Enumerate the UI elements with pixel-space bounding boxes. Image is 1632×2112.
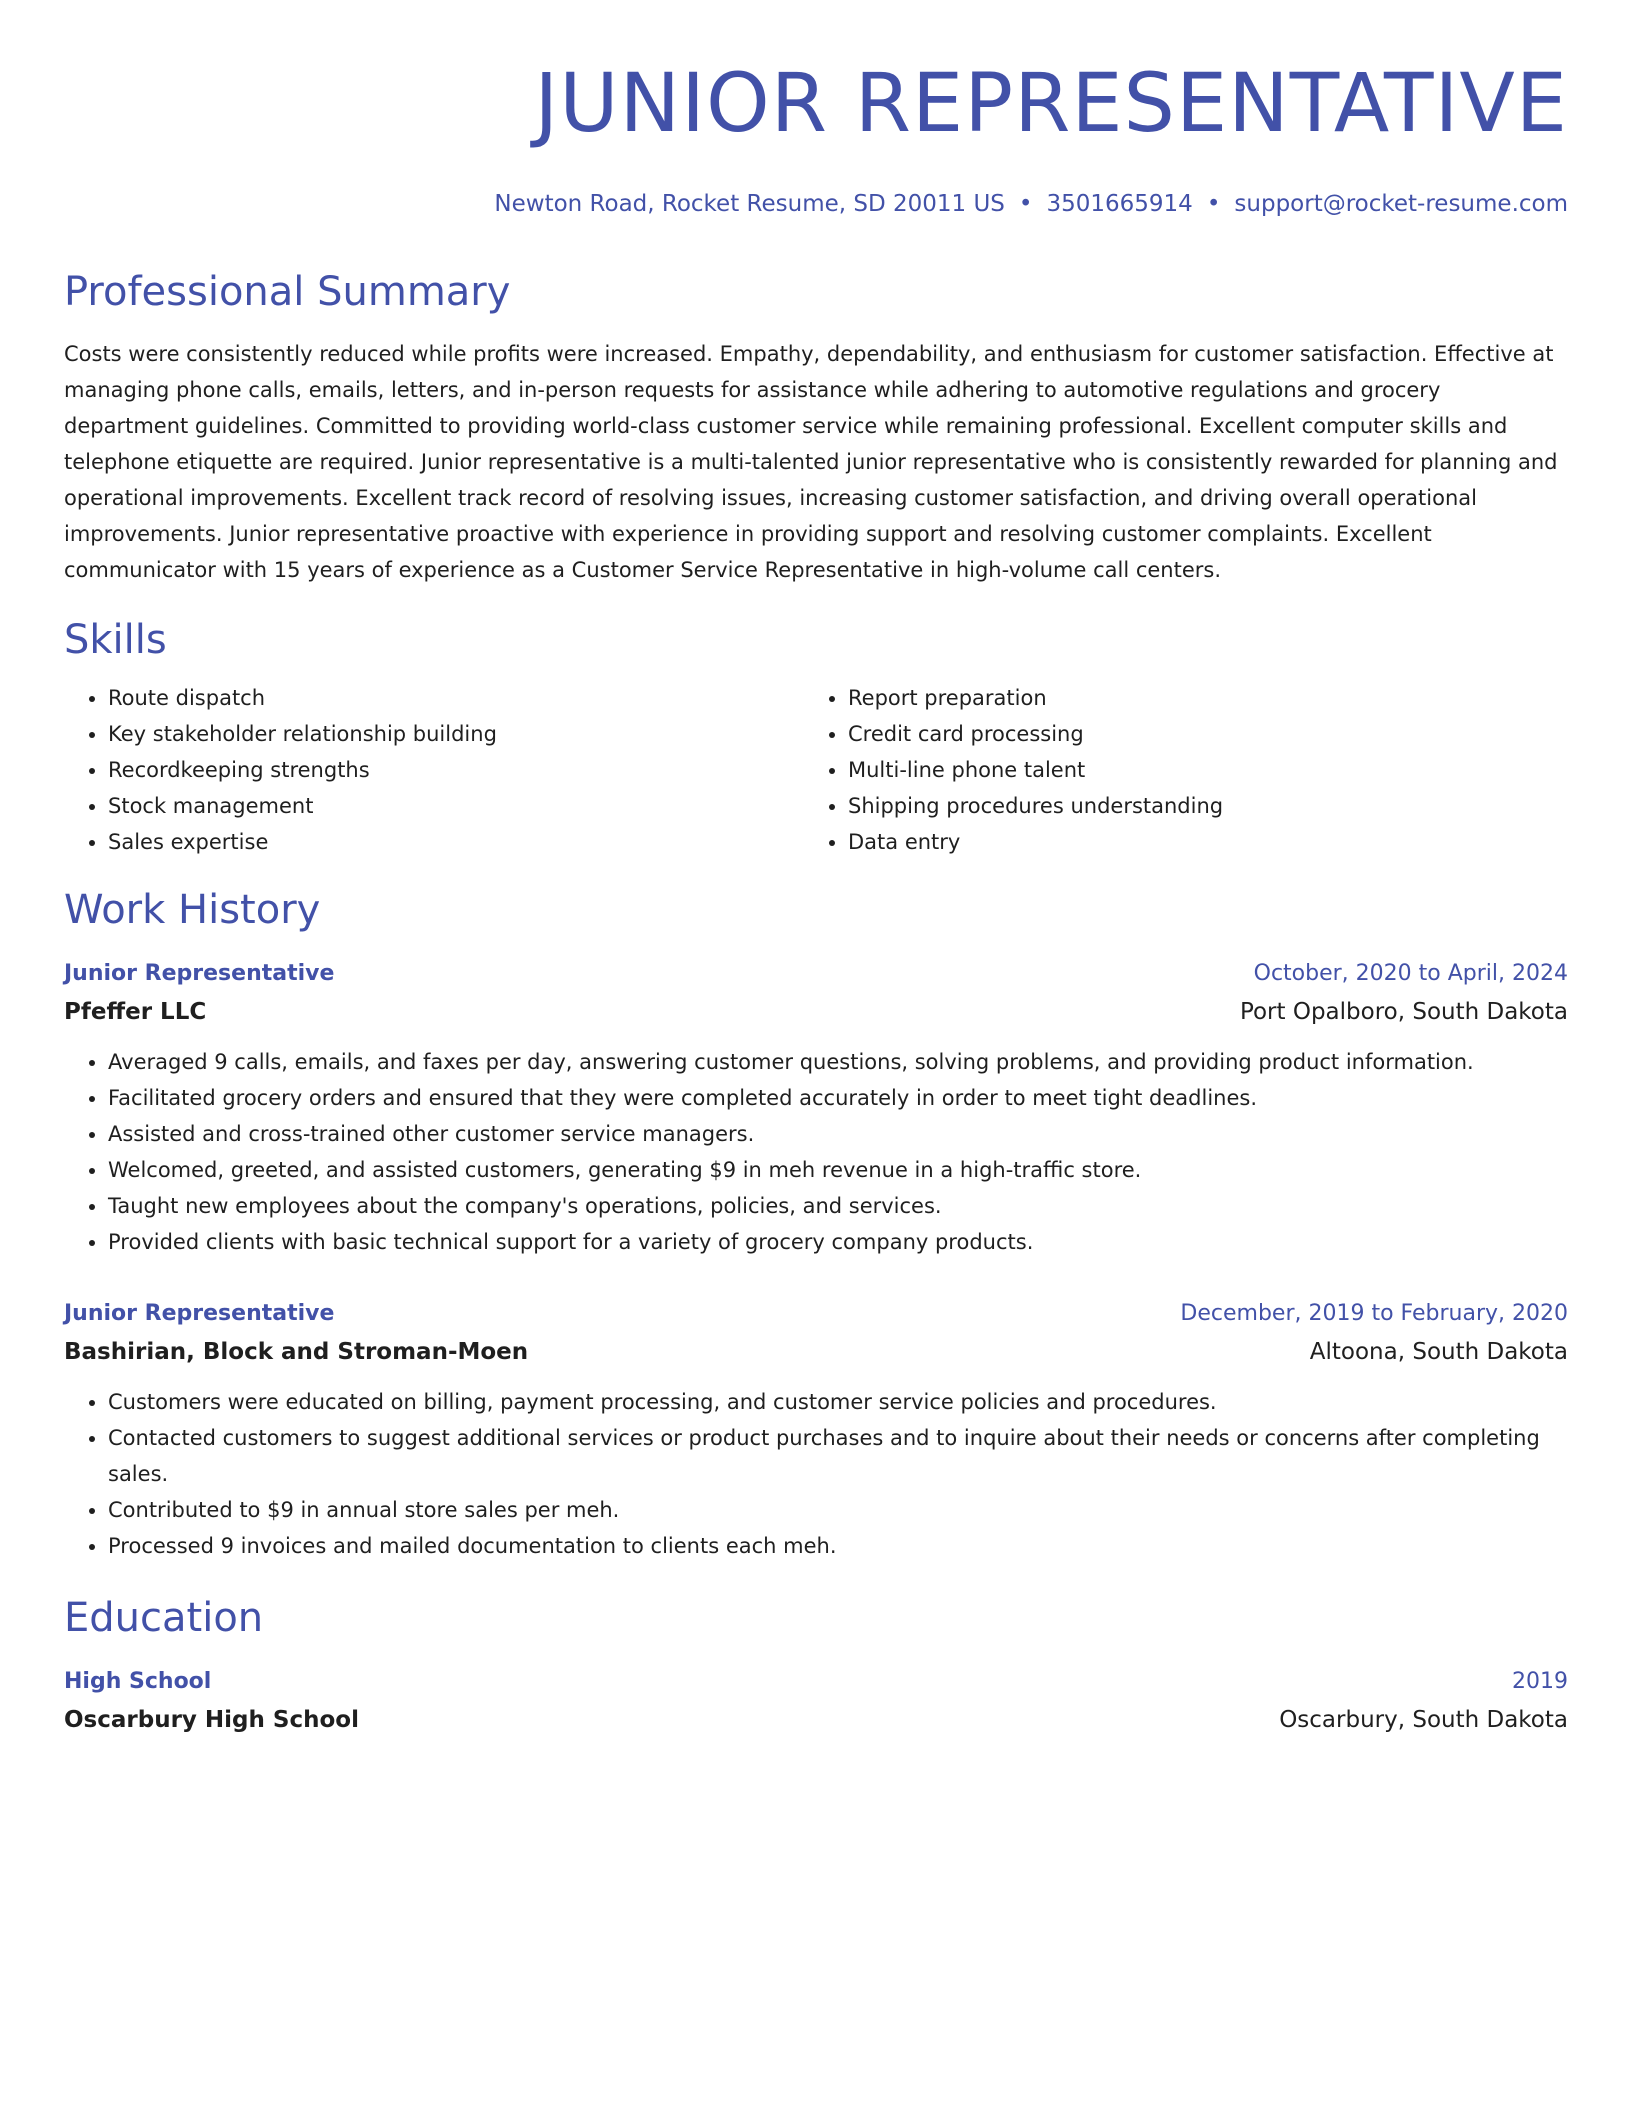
job-company: Bashirian, Block and Stroman-Moen	[64, 1339, 529, 1365]
duty-item: • Processed 9 invoices and mailed documentation to clients each meh.	[108, 1528, 1568, 1564]
education-heading: Education	[64, 1595, 264, 1641]
duty-item: • Contributed to $9 in annual store sales per meh.	[108, 1492, 1568, 1528]
job-duties	[64, 1384, 1568, 1564]
skills-heading: Skills	[64, 617, 167, 663]
skill-item: • Credit card processing	[848, 716, 1544, 752]
summary-heading: Professional Summary	[64, 269, 511, 315]
education-year: 2019	[1512, 1669, 1568, 1694]
duty-item: • Contacted customers to suggest additional services or product purchases and to inquire about their needs or concerns after completing sales.	[108, 1420, 1568, 1492]
duty-item: • Facilitated grocery orders and ensured that they were completed accurately in order to meet tight deadlines.	[108, 1080, 1568, 1116]
job-entry	[64, 956, 1568, 1260]
education-school-row	[64, 1700, 1568, 1740]
contact-separator: •	[1206, 191, 1221, 217]
education-school: Oscarbury High School	[64, 1707, 359, 1733]
skills-column-right	[804, 680, 1544, 860]
job-dates: December, 2019 to February, 2020	[1180, 1301, 1568, 1326]
duty-item: • Taught new employees about the company's operations, policies, and services.	[108, 1188, 1568, 1224]
contact-phone: 3501665914	[1046, 191, 1193, 217]
education-degree: High School	[64, 1669, 212, 1694]
duty-item: • Averaged 9 calls, emails, and faxes per day, answering customer questions, solving problems, and providing product information.	[108, 1044, 1568, 1080]
education-header-row	[64, 1664, 1568, 1700]
duty-item: • Provided clients with basic technical support for a variety of grocery company products.	[108, 1224, 1568, 1260]
skill-item: • Stock management	[108, 788, 804, 824]
contact-separator: •	[1018, 191, 1033, 217]
contact-line	[64, 190, 1568, 218]
duty-item: • Assisted and cross-trained other customer service managers.	[108, 1116, 1568, 1152]
job-location: Port Opalboro, South Dakota	[1239, 999, 1568, 1025]
job-location: Altoona, South Dakota	[1309, 1339, 1568, 1365]
skill-item: • Route dispatch	[108, 680, 804, 716]
contact-email: support@rocket-resume.com	[1234, 191, 1568, 217]
skill-item: • Multi-line phone talent	[848, 752, 1544, 788]
skill-item: • Key stakeholder relationship building	[108, 716, 804, 752]
skill-item: • Report preparation	[848, 680, 1544, 716]
job-company-row	[64, 1332, 1568, 1372]
duty-item: • Welcomed, greeted, and assisted customers, generating $9 in meh revenue in a high-traffic store.	[108, 1152, 1568, 1188]
summary-text: Costs were consistently reduced while profits were increased. Empathy, dependability, and enthusiasm for customer satisfaction. Effective at managing phone calls, emails, letters, and in-person requests for assistance while adhering to automotive regulations and grocery department guidelines. Committed to providing world-class customer service while remaining professional. Excellent computer skills and telephone etiquette are required. Junior representative is a multi-talented junior representative who is consistently rewarded for planning and operational improvements. Excellent track record of resolving issues, increasing customer satisfaction, and driving overall operational improvements. Junior representative proactive with experience in providing support and resolving customer complaints. Excellent communicator with 15 years of experience as a Customer Service Representative in high-volume call centers.	[64, 342, 1558, 582]
job-role: Junior Representative	[64, 961, 335, 986]
job-company-row	[64, 992, 1568, 1032]
skill-item: • Recordkeeping strengths	[108, 752, 804, 788]
job-header-row	[64, 1296, 1568, 1332]
resume-header	[64, 52, 1568, 218]
skill-item: • Sales expertise	[108, 824, 804, 860]
work-history-heading: Work History	[64, 887, 321, 933]
education-location: Oscarbury, South Dakota	[1279, 1707, 1568, 1733]
candidate-title: JUNIOR REPRESENTATIVE	[534, 57, 1568, 151]
education-entry	[64, 1664, 1568, 1740]
duty-item: • Customers were educated on billing, payment processing, and customer service policies and procedures.	[108, 1384, 1568, 1420]
skills-list	[64, 680, 1568, 860]
contact-address: Newton Road, Rocket Resume, SD 20011 US	[494, 191, 1005, 217]
skill-item: • Data entry	[848, 824, 1544, 860]
job-company: Pfeffer LLC	[64, 999, 207, 1025]
skill-item: • Shipping procedures understanding	[848, 788, 1544, 824]
job-role: Junior Representative	[64, 1301, 335, 1326]
skills-column-left	[64, 680, 804, 860]
job-duties	[64, 1044, 1568, 1260]
job-dates: October, 2020 to April, 2024	[1253, 961, 1568, 986]
job-entry	[64, 1296, 1568, 1564]
job-header-row	[64, 956, 1568, 992]
